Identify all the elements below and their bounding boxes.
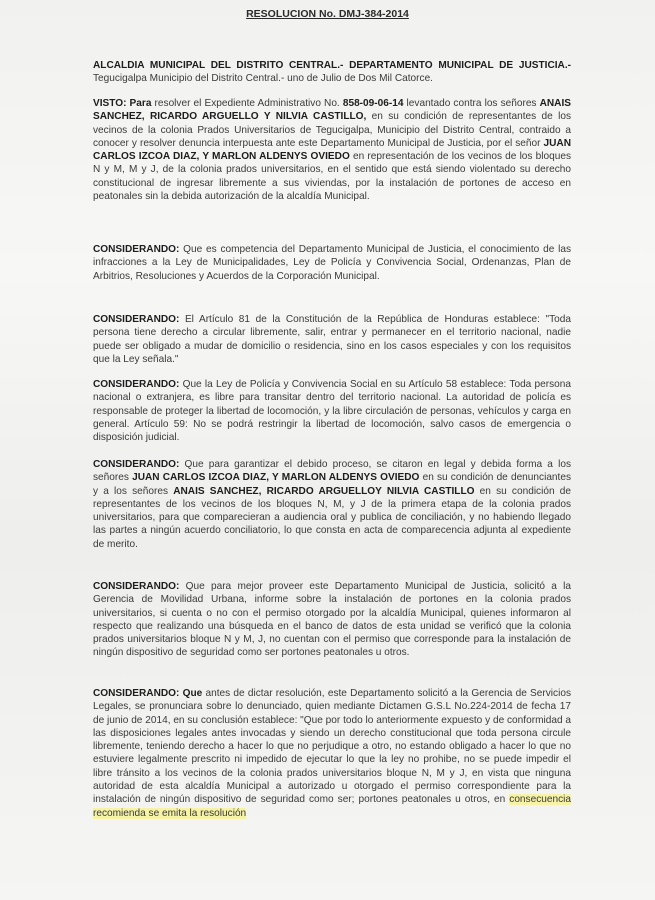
considerando-paragraph (93, 687, 571, 820)
bold-text: ALCALDIA MUNICIPAL DEL DISTRITO CENTRAL.- DEPARTAMENTO MUNICIPAL DE JUSTICIA.- (93, 60, 571, 71)
bold-text: ANAIS SANCHEZ, RICARDO ARGUELLOY NILVIA CASTILLO (173, 485, 475, 497)
highlighted-text: consecuencia recomienda se emita la resolución (93, 794, 571, 819)
visto-paragraph (93, 97, 571, 203)
bold-text: CONSIDERANDO: (93, 244, 180, 255)
body-text: Que la Ley de Policía y Convivencia Social en su Artículo 58 establece: Toda persona nacional o extranjera, es libre para transitar dentro del territorio nacional. La autoridad de policía es responsable de proteger la libertad de locomoción, y la libre circulación de personas, vehículos y carga en general. Artículo 59: No se podrá restringir la libertad de locomoción, salvo casos de emergencia o disposición judicial. (93, 379, 571, 444)
considerando-paragraph (93, 580, 571, 660)
bold-text: CONSIDERANDO: (93, 581, 180, 592)
bold-text: ANAIS SANCHEZ, RICARDO ARGUELLO Y NILVIA CASTILLO, (93, 98, 571, 123)
body-text: Tegucigalpa Municipio del Distrito Central.- uno de Julio de Dos Mil Catorce. (93, 73, 433, 85)
bold-text: CONSIDERANDO: (93, 314, 180, 325)
considerando-paragraph (93, 378, 571, 444)
body-text: Que para garantizar el debido proceso, se citaron en legal y debida forma a los señores (93, 459, 571, 484)
considerando-paragraph (93, 458, 571, 551)
bold-text: VISTO: Para (93, 98, 152, 109)
bold-text: JUAN CARLOS IZCOA DIAZ, Y MARLON ALDENYS OVIEDO (93, 137, 571, 163)
bold-text: CONSIDERANDO: (93, 379, 180, 390)
considerando-paragraph (93, 313, 571, 366)
considerando-paragraph (93, 243, 571, 283)
body-text: en su condición de denunciantes y a los señores (93, 472, 572, 497)
body-text: El Artículo 81 de la Constitución de la República de Honduras establece: "Toda persona tiene derecho a circular libremente, salir, entrar y permanecer en el territorio nacional, nadie puede ser obligado a mudar de domicilio o residencia, sino en los casos especiales y con los requisitos que la Ley señala." (93, 314, 571, 365)
header-paragraph (93, 59, 571, 86)
body-text: en representación de los vecinos de los bloques N y M, M y J, de la colonia prados universitarios, en el sentido que está siendo violentado su derecho constitucional de ingresar libremente a sus viviendas, por la instalación de portones de acceso en peatonales sin la debida autorización de la alcaldía Municipal. (93, 151, 571, 203)
body-text: antes de dictar resolución, este Departamento solicitó a la Gerencia de Servicios Legales, se pronunciara sobre lo denunciado, quien mediante Dictamen G.S.L No.224-2014 de fecha 17 de junio de 2014, en su conclusión establece: "Que por todo lo anteriormente expuesto y de conformidad a las disposiciones legales antes invocadas y siendo un derecho constitucional que toda persona circule libremente, teniendo derecho a hacer lo que no perjudique a otro, no estando obligado a hacer lo que no estuviere legalmente prescrito ni impedido de ejecutar lo que la ley no prohibe, no se puede impedir el libre tránsito a los vecinos de la colonia prados universitarios bloque N, M y J, en vista que ninguna autoridad de esta alcaldía Municipal a autorizado u otorgado el permiso correspondiente para la instalación de ningún dispositivo de seguridad como ser; portones peatonales u otros, en (93, 688, 572, 806)
bold-text: CONSIDERANDO: (93, 459, 180, 470)
body-text: en su condición de representantes de los vecinos de los bloques N, M, y J de la primera etapa de la colonia prados universitarios, para que comparecieran a audiencia oral y publica de conciliación, y no habiendo llegado las partes a ningún acuerdo conciliatorio, lo que consta en acta de comparecencia adjunta al expediente de merito. (93, 485, 571, 550)
body-text: resolver el Expediente Administrativo No. (151, 98, 343, 109)
bold-text: CONSIDERANDO: Que (93, 688, 203, 699)
resolution-title: RESOLUCION No. DMJ-384-2014 (246, 8, 409, 20)
body-text: Que para mejor proveer este Departamento Municipal de Justicia, solicitó a la Gerencia de Movilidad Urbana, informe sobre la instalación de portones en la colonia prados universitarios, si cuenta o no con el permiso otorgado por la alcaldía Municipal, quienes informaron al respecto que realizando una búsqueda en el banco de datos de esta unidad se verificó que la colonia prados universitarios bloque N y M, J, no cuentan con el permiso que corresponde para la instalación de ningún dispositivo de seguridad como ser portones peatonales u otros. (93, 581, 571, 659)
body-text: en su condición de representantes de los vecinos de la colonia Prados Universitarios de Tegucigalpa, Municipio del Distrito Central, contraido a conocer y resolver denuncia interpuesta ante este Departamento Municipal de Justicia, por el señor (93, 111, 571, 149)
bold-text: 858-09-06-14 (342, 98, 404, 109)
body-text: Que es competencia del Departamento Municipal de Justicia, el conocimiento de las infracciones a la Ley de Municipalidades, Ley de Policía y Convivencia Social, Ordenanzas, Plan de Arbitrios, Resoluciones y Acuerdos de la Corporación Municipal. (93, 244, 571, 282)
bold-text: JUAN CARLOS IZCOA DIAZ, Y MARLON ALDENYS OVIEDO (132, 472, 420, 484)
body-text: levantado contra los señores (403, 98, 540, 109)
